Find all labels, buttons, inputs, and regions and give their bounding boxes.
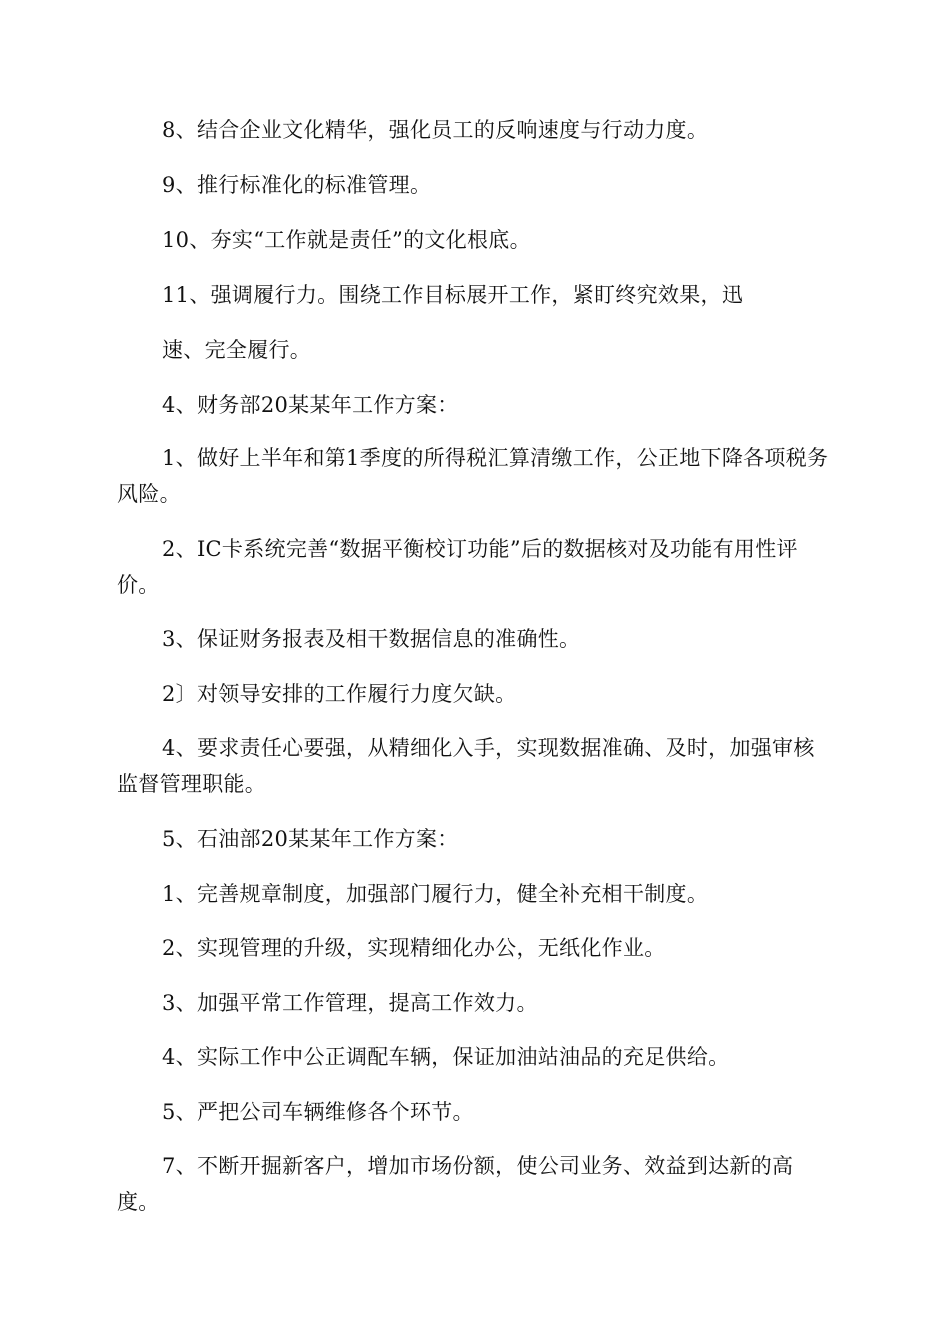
finance-item-4: 4、要求责任心要强，从精细化入手，实现数据准确、及时，加强审核监督管理职能。 xyxy=(117,736,815,796)
petroleum-item-4: 4、实际工作中公正调配车辆，保证加油站油品的充足供给。 xyxy=(162,1045,730,1069)
petroleum-item-2: 2、实现管理的升级，实现精细化办公，无纸化作业。 xyxy=(162,936,666,960)
paragraph-item-9: 9、推行标准化的标准管理。 xyxy=(162,173,432,197)
finance-item-2-sub: 2〕对领导安排的工作履行力度欠缺。 xyxy=(162,682,517,706)
paragraph-item-11: 11、强调履行力。围绕工作目标展开工作，紧盯终究效果，迅 xyxy=(162,283,744,307)
paragraph-item-8: 8、结合企业文化精华，强化员工的反响速度与行动力度。 xyxy=(162,118,709,142)
finance-item-2: 2、IC卡系统完善“数据平衡校订功能”后的数据核对及功能有用性评价。 xyxy=(117,537,798,597)
petroleum-item-1: 1、完善规章制度，加强部门履行力，健全补充相干制度。 xyxy=(162,882,709,906)
finance-item-3: 3、保证财务报表及相干数据信息的准确性。 xyxy=(162,627,581,651)
paragraph-item-10: 10、夯实“工作就是责任”的文化根底。 xyxy=(162,228,531,252)
section-heading-petroleum: 5、石油部20某某年工作方案： xyxy=(162,827,459,851)
petroleum-item-5: 5、严把公司车辆维修各个环节。 xyxy=(162,1100,474,1124)
section-heading-finance: 4、财务部20某某年工作方案： xyxy=(162,393,459,417)
finance-item-1: 1、做好上半年和第1季度的所得税汇算清缴工作，公正地下降各项税务风险。 xyxy=(117,446,829,506)
petroleum-item-3: 3、加强平常工作管理，提高工作效力。 xyxy=(162,991,538,1015)
petroleum-item-7: 7、不断开掘新客户，增加市场份额，使公司业务、效益到达新的高度。 xyxy=(117,1154,794,1214)
paragraph-item-11-continued: 速、完全履行。 xyxy=(162,338,312,362)
